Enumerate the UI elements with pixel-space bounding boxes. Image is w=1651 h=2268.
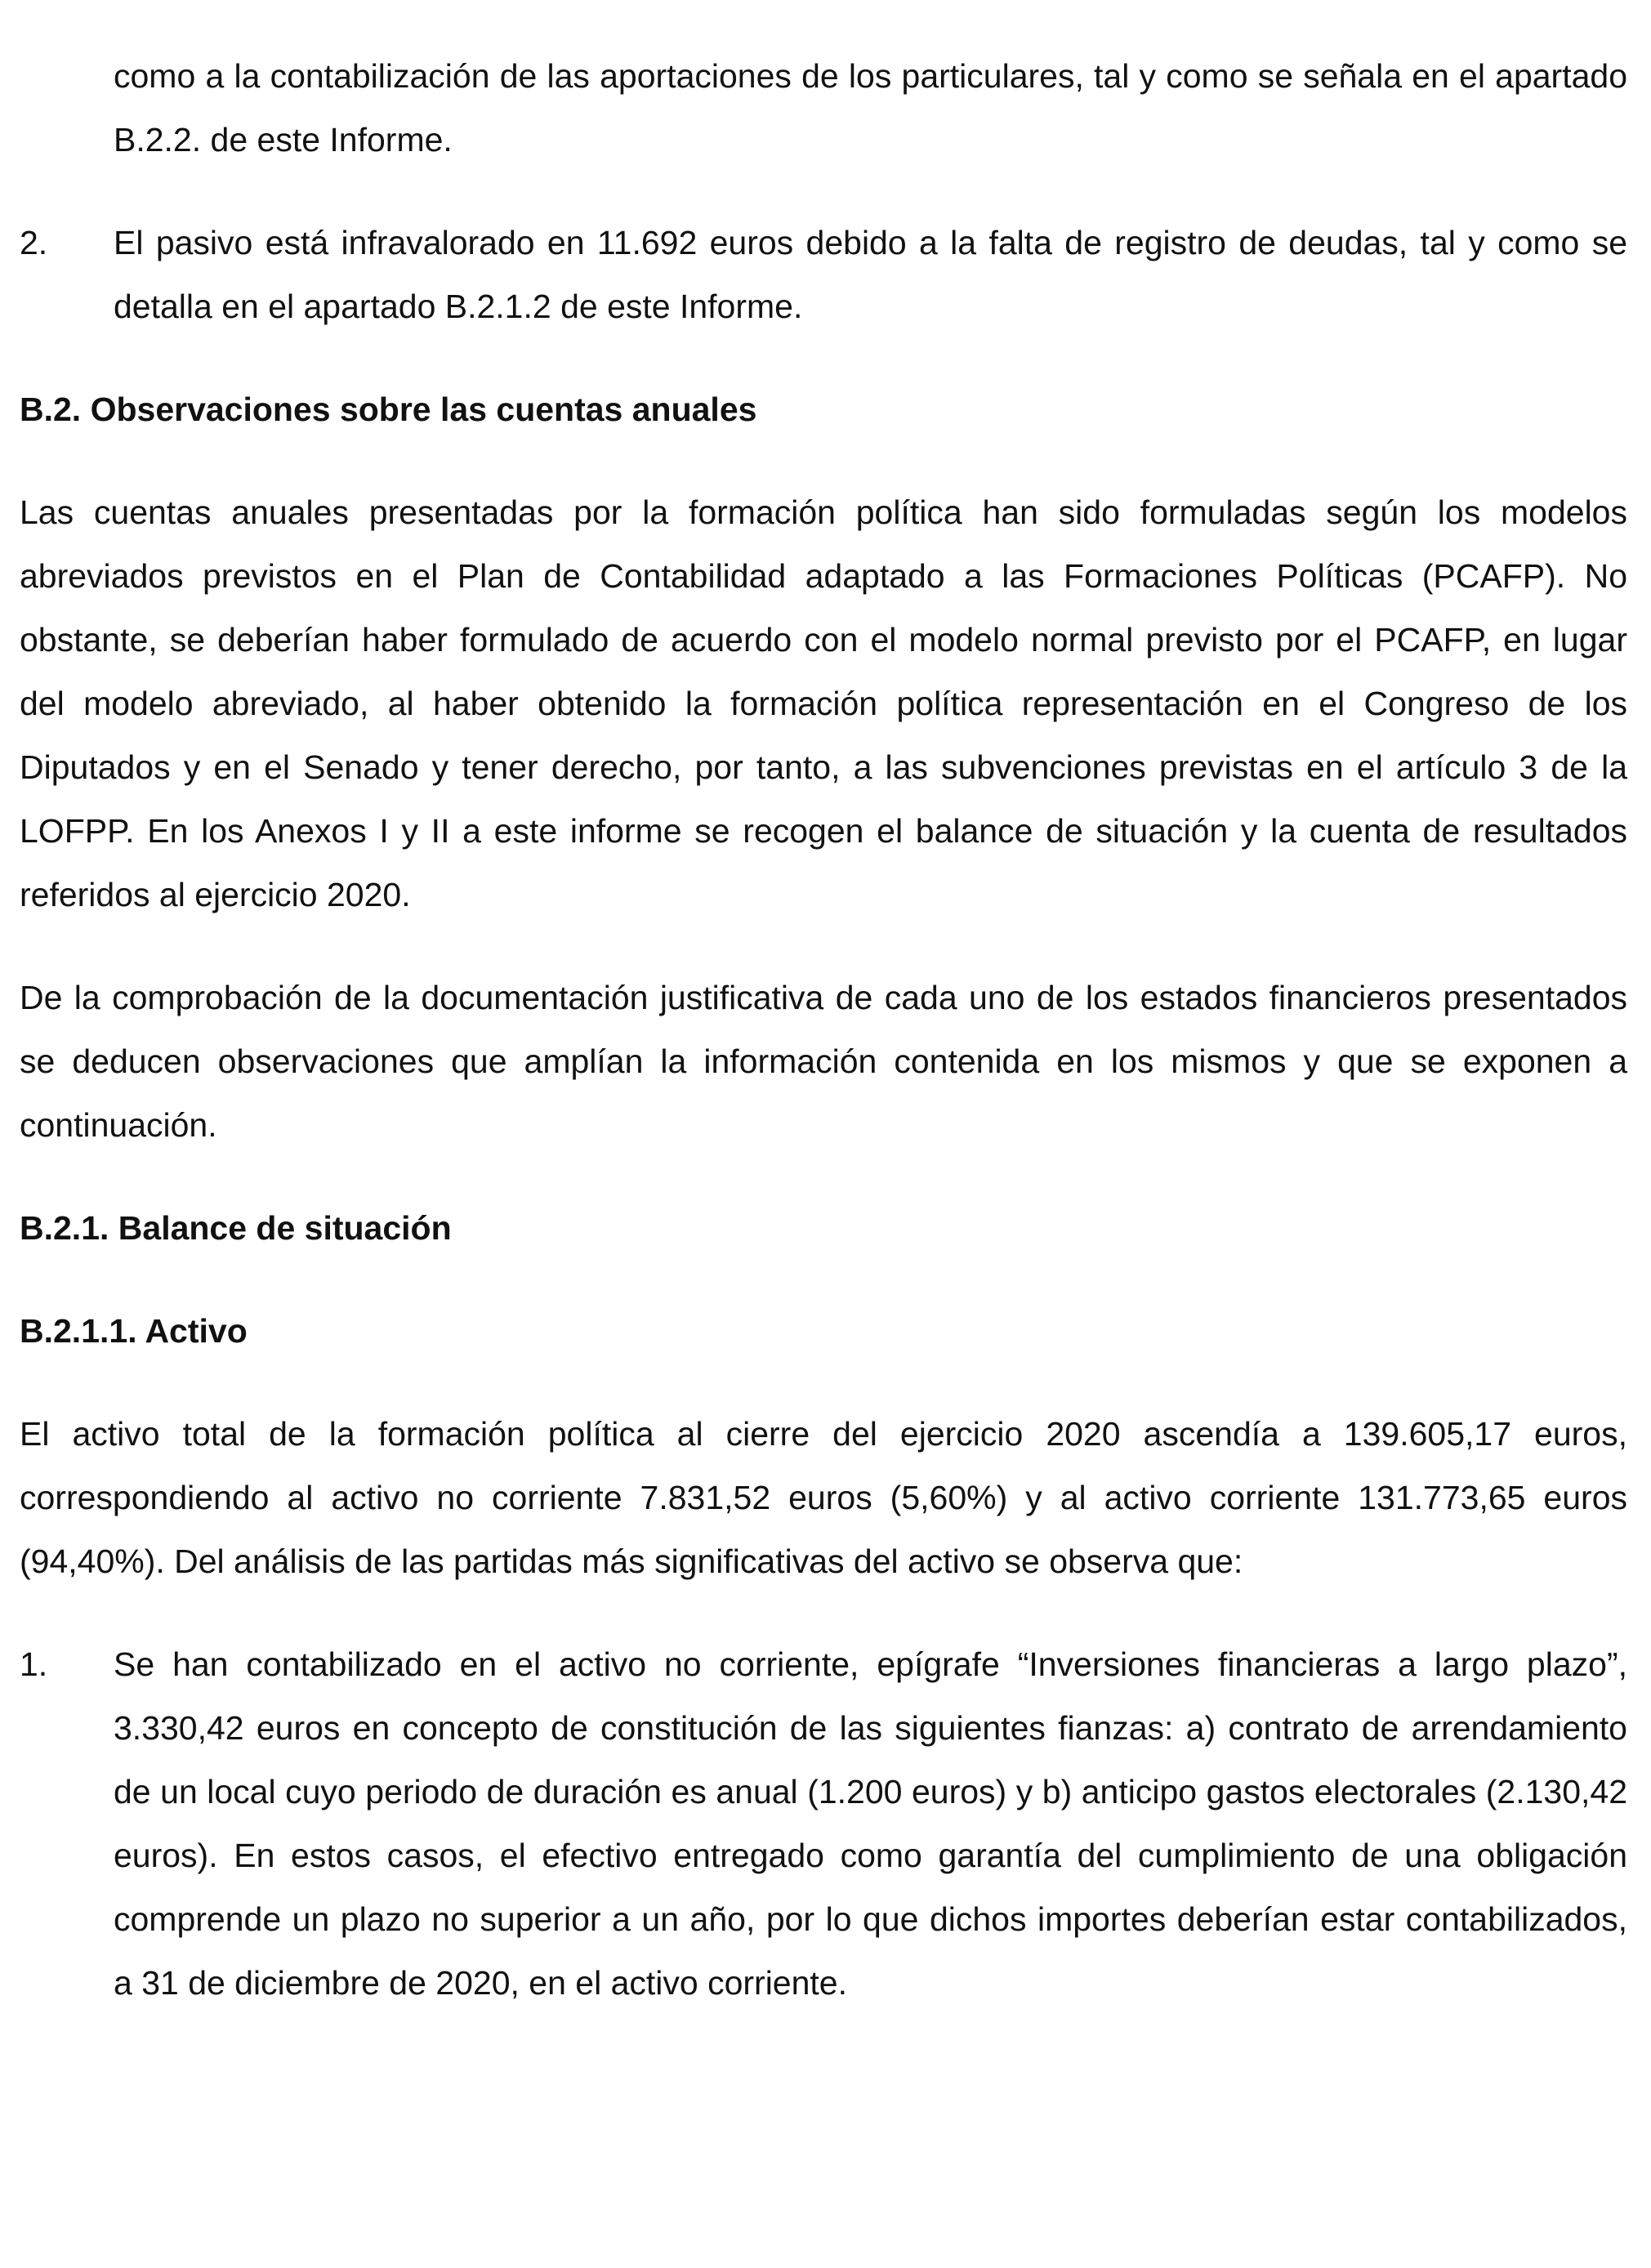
section-heading-b21: B.2.1. Balance de situación xyxy=(20,1209,452,1247)
paragraph-activo-total: El activo total de la formación política al cierre del ejercicio 2020 ascendía a 139.605,17 euros, correspondiendo al activo no corriente 7.831,52 euros (5,60%) y al activo corriente 131.773,65 euros (94,40%). Del análisis de las partidas más significativas del activo se observa que: xyxy=(20,1415,1627,1580)
paragraph-cuentas-anuales: Las cuentas anuales presentadas por la formación política han sido formuladas según los modelos abreviados previstos en el Plan de Contabilidad adaptado a las Formaciones Políticas (PCAFP). No obstante, se deberían haber formulado de acuerdo con el modelo normal previsto por el PCAFP, en lugar del modelo abreviado, al haber obtenido la formación política representación en el Congreso de los Diputados y en el Senado y tener derecho, por tanto, a las subvenciones previstas en el artículo 3 de la LOFPP. En los Anexos I y II a este informe se recogen el balance de situación y la cuenta de resultados referidos al ejercicio 2020. xyxy=(20,493,1627,913)
list-item-2 xyxy=(20,211,1627,338)
list-text: Se han contabilizado en el activo no corriente, epígrafe “Inversiones financieras a largo plazo”, 3.330,42 euros en concepto de constitución de las siguientes fianzas: a) contrato de arrendamiento de un local cuyo periodo de duración es anual (1.200 euros) y b) anticipo gastos electorales (2.130,42 euros). En estos casos, el efectivo entregado como garantía del cumplimiento de una obligación comprende un plazo no superior a un año, por lo que dichos importes deberían estar contabilizados, a 31 de diciembre de 2020, en el activo corriente. xyxy=(114,1645,1627,2002)
section-heading-b2: B.2. Observaciones sobre las cuentas anuales xyxy=(20,391,757,428)
section-heading-b211: B.2.1.1. Activo xyxy=(20,1312,248,1350)
list-number: 1. xyxy=(20,1645,48,1683)
document-page xyxy=(20,44,1627,2015)
paragraph-comprobacion: De la comprobación de la documentación justificativa de cada uno de los estados financieros presentados se deducen observaciones que amplían la información contenida en los mismos y que se exponen a continuación. xyxy=(20,979,1627,1144)
list-item-1 xyxy=(20,1632,1627,2015)
list-number: 2. xyxy=(20,224,48,261)
list-text: El pasivo está infravalorado en 11.692 euros debido a la falta de registro de deudas, tal y como se detalla en el apartado B.2.1.2 de este Informe. xyxy=(114,224,1627,325)
continuation-paragraph: como a la contabilización de las aportaciones de los particulares, tal y como se señala en el apartado B.2.2. de este Informe. xyxy=(114,57,1627,158)
